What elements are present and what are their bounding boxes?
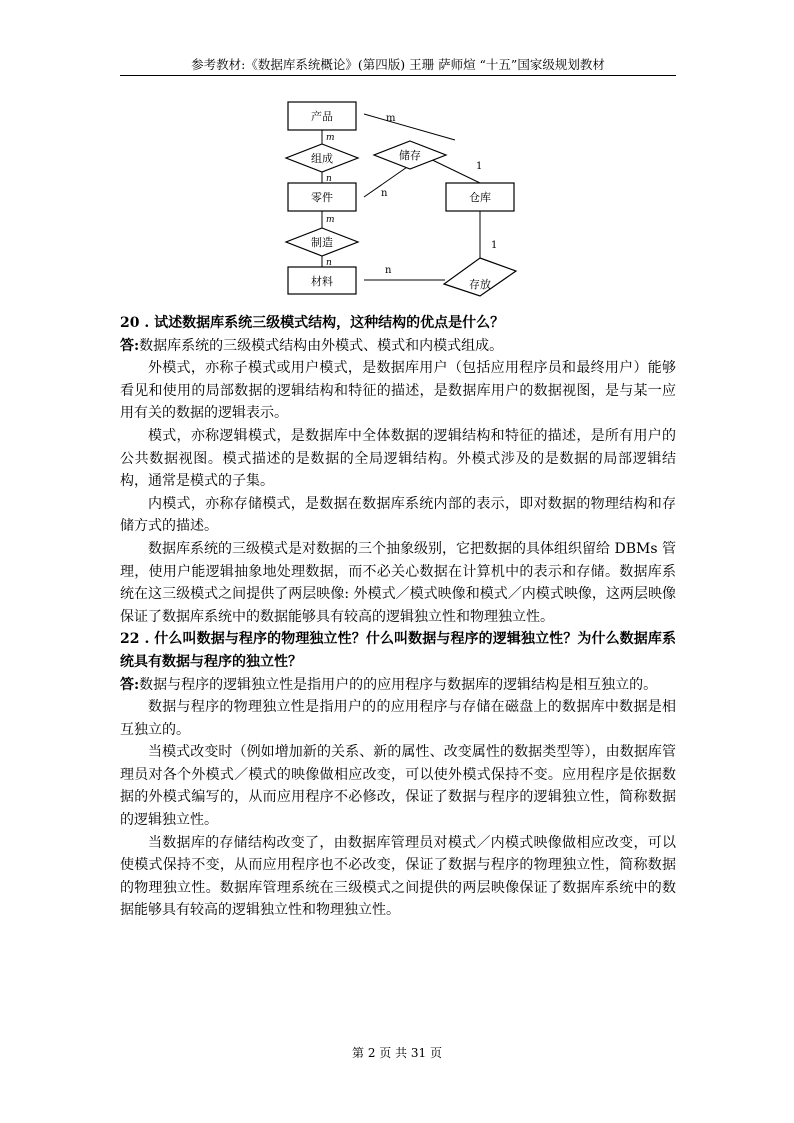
question-22-paragraph: 当模式改变时（例如增加新的关系、新的属性、改变属性的数据类型等），由数据库管理员对各个外模式／模式的映像做相应改变，可以使外模式保持不变。应用程序是依据数据的外模式编写的，从而应用程序不必修改，保证了数据与程序的逻辑独立性，简称数据的逻辑独立性。 bbox=[120, 744, 676, 829]
answer-text: 数据与程序的逻辑独立性是指用户的的应用程序与数据库的逻辑结构是相互独立的。 bbox=[139, 676, 658, 693]
page-header: 参考教材:《数据库系统概论》(第四版) 王珊 萨师煊 “十五”国家级规划教材 bbox=[120, 55, 676, 76]
entity-product-label: 产品 bbox=[311, 110, 333, 123]
question-22-title: 22 . 什么叫数据与程序的物理独立性？什么叫数据与程序的逻辑独立性？为什么数据库系统具有数据与程序的独立性？ bbox=[120, 631, 676, 670]
card-material-deposit: n bbox=[385, 265, 392, 276]
entity-warehouse-label: 仓库 bbox=[469, 191, 491, 204]
card-warehouse-deposit: 1 bbox=[491, 240, 498, 251]
line-product-store bbox=[364, 114, 455, 140]
relationship-store-label: 储存 bbox=[399, 149, 421, 162]
question-20-paragraph: 数据库系统的三级模式是对数据的三个抽象级别，它把数据的具体组织留给 DBMs 管理，使用户能逻辑抽象地处理数据，而不必关心数据在计算机中的表示和存储。数据库系统在这三级模式之间提供了两层映像: 外模式／模式映像和模式／内模式映像，这两层映像保证了数据库系统中的数据能够具有较高的逻辑独立性和物理独立性。 bbox=[120, 540, 676, 625]
card-part-store: n bbox=[381, 188, 388, 199]
question-20-paragraph: 外模式，亦称子模式或用户模式，是数据库用户（包括应用程序员和最终用户）能够看见和使用的局部数据的逻辑结构和特征的描述，是数据库用户的数据视图，是与某一应用有关的数据的逻辑表示。 bbox=[120, 360, 676, 422]
page-footer: 第 2 页 共 31 页 bbox=[352, 1046, 442, 1060]
question-20-answer-first bbox=[120, 335, 676, 358]
question-20-paragraph: 内模式，亦称存储模式，是数据在数据库系统内部的表示，即对数据的物理结构和存储方式的描述。 bbox=[120, 495, 676, 535]
relationship-deposit-label: 存放 bbox=[469, 278, 491, 291]
question-20-title: 20 . 试述数据库系统三级模式结构，这种结构的优点是什么？ bbox=[120, 315, 505, 331]
relationship-manufacture-label: 制造 bbox=[311, 236, 333, 249]
card-compose-part: n bbox=[326, 174, 332, 184]
er-diagram bbox=[280, 92, 540, 304]
main-content bbox=[120, 312, 676, 922]
question-22-paragraph: 数据与程序的物理独立性是指用户的的应用程序与存储在磁盘上的数据库中数据是相互独立的。 bbox=[120, 699, 676, 738]
answer-label: 答: bbox=[120, 337, 140, 354]
card-manufacture-material: n bbox=[326, 258, 332, 268]
relationship-compose-label: 组成 bbox=[311, 152, 333, 165]
card-product-compose: m bbox=[326, 133, 335, 143]
question-20-paragraph: 模式，亦称逻辑模式，是数据库中全体数据的逻辑结构和特征的描述，是所有用户的公共数据视图。模式描述的是数据的全局逻辑结构。外模式涉及的是数据的局部逻辑结构，通常是模式的子集。 bbox=[120, 427, 676, 490]
answer-label: 答: bbox=[120, 676, 140, 693]
card-product-store: m bbox=[386, 113, 396, 124]
answer-text: 数据库系统的三级模式结构由外模式、模式和内模式组成。 bbox=[139, 337, 504, 354]
card-part-manufacture: m bbox=[326, 215, 335, 225]
entity-part-label: 零件 bbox=[311, 191, 333, 204]
entity-material-label: 材料 bbox=[311, 275, 333, 288]
question-22-answer-first bbox=[120, 674, 676, 697]
card-store-warehouse: 1 bbox=[476, 161, 483, 172]
question-22-paragraph: 当数据库的存储结构改变了，由数据库管理员对模式／内模式映像做相应改变，可以使模式保持不变，从而应用程序也不必改变，保证了数据与程序的物理独立性，简称数据的物理独立性。数据库管理系统在三级模式之间提供的两层映像保证了数据库系统中的数据能够具有较高的逻辑独立性和物理独立性。 bbox=[120, 834, 676, 919]
